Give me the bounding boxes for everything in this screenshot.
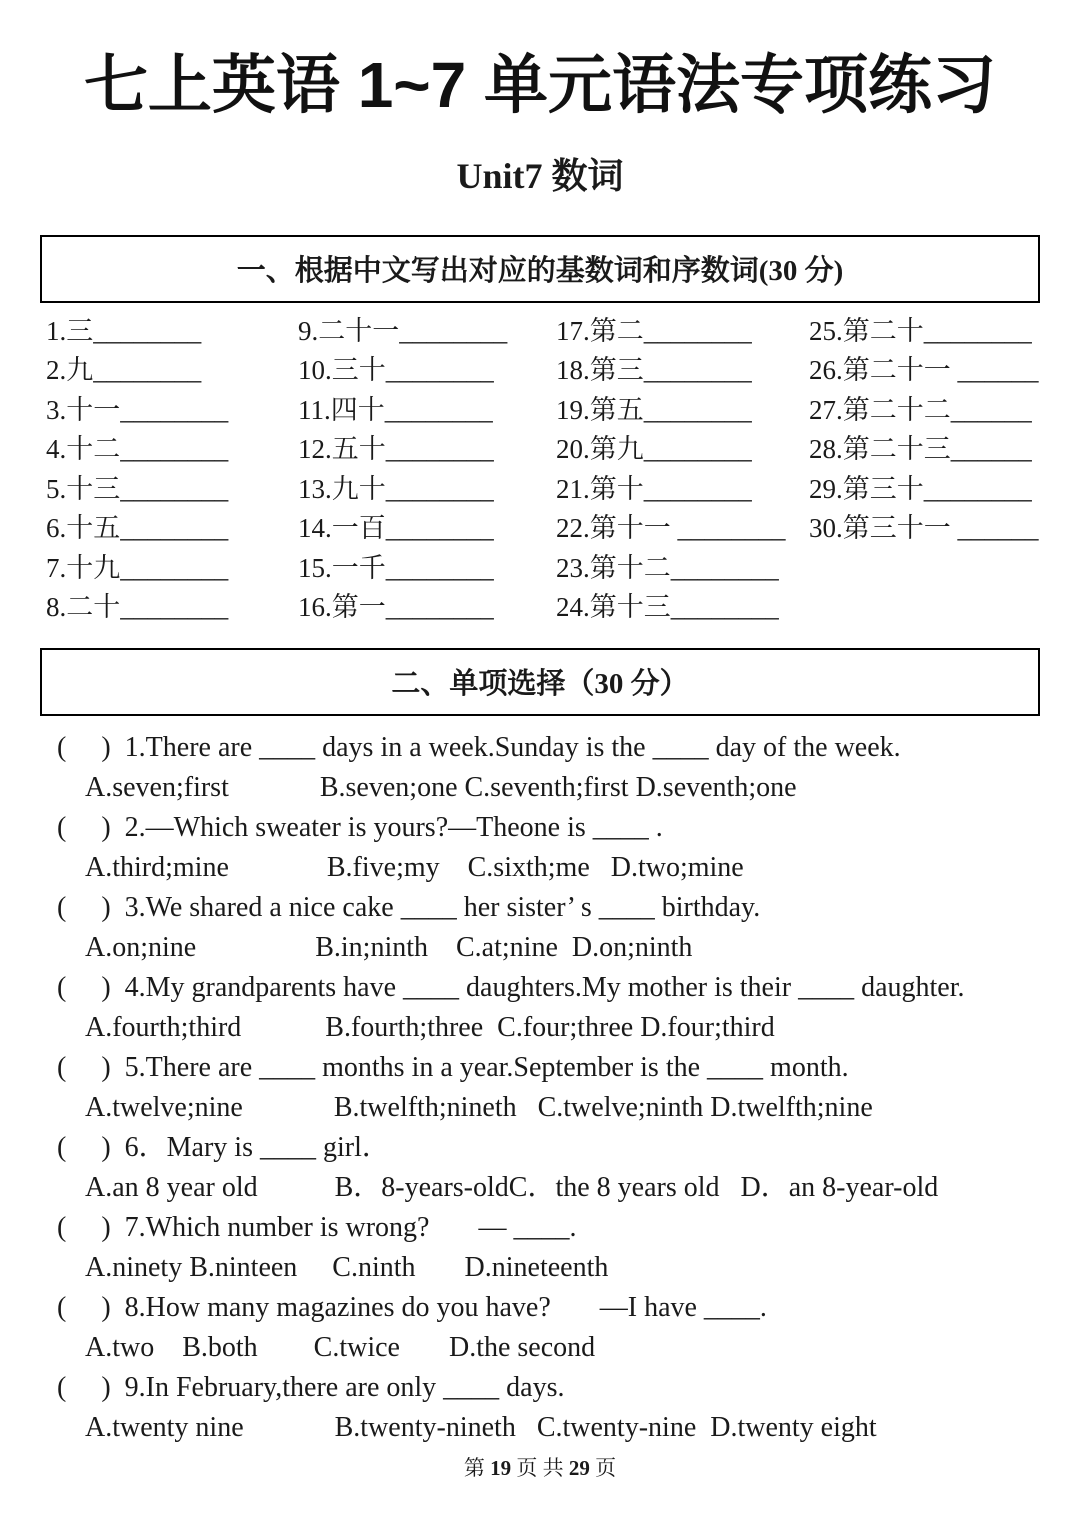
question — [57, 1048, 1080, 1128]
fill-item: 27.第二十二______ — [809, 394, 1032, 425]
question-stem — [57, 1368, 1080, 1408]
question — [57, 888, 1080, 968]
answer-blank-parens: ( ) — [57, 731, 111, 763]
question-options: A.ninety B.ninteen C.ninth D.nineteenth — [85, 1251, 609, 1283]
answer-blank-parens: ( ) — [57, 1211, 111, 1243]
section2-header: 二、单项选择（30 分） — [391, 668, 689, 701]
fill-item: 6.十五________ — [46, 513, 229, 544]
question-text: 1.There are ____ days in a week.Sunday is the ____ day of the week. — [110, 731, 901, 763]
footer-seg3: 页 — [589, 1455, 617, 1480]
fill-item: 10.三十________ — [298, 355, 494, 386]
question-options: A.third;mine B.five;my C.sixth;me D.two;mine — [85, 851, 744, 883]
fill-item: 23.第十二________ — [556, 552, 779, 583]
fill-column — [46, 312, 298, 628]
questions — [0, 728, 1080, 1448]
fill-item: 18.第三________ — [556, 355, 752, 386]
question-text: 3.We shared a nice cake ____ her sister’ s ____ birthday. — [110, 891, 761, 923]
footer-total-pages: 29 — [568, 1455, 590, 1480]
fill-item: 3.十一________ — [46, 394, 229, 425]
answer-blank-parens: ( ) — [57, 1131, 111, 1163]
footer-page-number: 19 — [490, 1455, 512, 1480]
fill-item: 5.十三________ — [46, 473, 229, 504]
section2-header-box — [40, 648, 1040, 716]
fill-item: 29.第三十________ — [809, 473, 1032, 504]
question-stem — [57, 1048, 1080, 1088]
page-title: 七上英语 1~7 单元语法专项练习 — [83, 49, 997, 121]
fill-item: 20.第九________ — [556, 434, 752, 465]
question-options: A.seven;first B.seven;one C.seventh;first D.seventh;one — [85, 771, 797, 803]
question-options: A.two B.both C.twice D.the second — [85, 1331, 596, 1363]
fill-item: 12.五十________ — [298, 434, 494, 465]
fill-item: 28.第二十三______ — [809, 434, 1032, 465]
fill-item: 2.九________ — [46, 355, 202, 386]
question-text: 6．Mary is ____ girl． — [110, 1131, 390, 1163]
fill-item: 14.一百________ — [298, 513, 494, 544]
question-text: 8.How many magazines do you have? —I have ____. — [110, 1291, 767, 1323]
fill-item: 15.一千________ — [298, 552, 494, 583]
question-stem — [57, 728, 1080, 768]
fill-column — [556, 312, 809, 628]
question-stem — [57, 808, 1080, 848]
question — [57, 728, 1080, 808]
fill-item: 9.二十一________ — [298, 315, 508, 346]
question-text: 9.In February,there are only ____ days. — [110, 1371, 565, 1403]
question — [57, 1128, 1080, 1208]
answer-blank-parens: ( ) — [57, 1051, 111, 1083]
question-text: 2.—Which sweater is yours?—Theone is ____ . — [110, 811, 663, 843]
answer-blank-parens: ( ) — [57, 1291, 111, 1323]
question-options: A.fourth;third B.fourth;three C.four;three D.four;third — [85, 1011, 775, 1043]
question-options: A.twelve;nine B.twelfth;nineth C.twelve;ninth D.twelfth;nine — [85, 1091, 873, 1123]
fill-item: 8.二十________ — [46, 592, 229, 623]
fill-item: 25.第二十________ — [809, 315, 1032, 346]
question-text: 4.My grandparents have ____ daughters.My mother is their ____ daughter. — [110, 971, 965, 1003]
question-stem — [57, 888, 1080, 928]
question-options: A.on;nine B.in;ninth C.at;nine D.on;ninth — [85, 931, 693, 963]
fill-item: 30.第三十一 ______ — [809, 513, 1039, 544]
question — [57, 968, 1080, 1048]
fill-item: 7.十九________ — [46, 552, 229, 583]
answer-blank-parens: ( ) — [57, 811, 111, 843]
question — [57, 1368, 1080, 1448]
question — [57, 1288, 1080, 1368]
question-stem — [57, 1288, 1080, 1328]
question-options: A.an 8 year old B．8-years-oldC．the 8 years old D．an 8-year-old — [85, 1171, 939, 1203]
footer-seg1: 第 — [463, 1455, 491, 1480]
section1-header: 一、根据中文写出对应的基数词和序数词(30 分) — [236, 255, 844, 288]
question-text: 5.There are ____ months in a year.September is the ____ month. — [110, 1051, 849, 1083]
fill-item: 21.第十________ — [556, 473, 752, 504]
fill-item: 19.第五________ — [556, 394, 752, 425]
question-options: A.twenty nine B.twenty-nineth C.twenty-nine D.twenty eight — [85, 1411, 877, 1443]
question-stem — [57, 968, 1080, 1008]
fill-item: 11.四十________ — [298, 394, 493, 425]
fill-item: 17.第二________ — [556, 315, 752, 346]
fill-item: 4.十二________ — [46, 434, 229, 465]
fill-item: 1.三________ — [46, 315, 202, 346]
section1-header-box — [40, 235, 1040, 303]
question-stem — [57, 1128, 1080, 1168]
answer-blank-parens: ( ) — [57, 891, 111, 923]
page-footer — [0, 1452, 1080, 1482]
answer-blank-parens: ( ) — [57, 1371, 111, 1403]
fill-item: 26.第二十一 ______ — [809, 355, 1039, 386]
question — [57, 1208, 1080, 1288]
footer-seg2: 页 共 — [511, 1455, 569, 1480]
fill-in-grid — [46, 312, 1080, 628]
fill-column — [809, 312, 1080, 628]
fill-item: 16.第一________ — [298, 592, 494, 623]
fill-item: 13.九十________ — [298, 473, 494, 504]
question-stem — [57, 1208, 1080, 1248]
fill-item: 22.第十一 ________ — [556, 513, 786, 544]
question — [57, 808, 1080, 888]
fill-item: 24.第十三________ — [556, 592, 779, 623]
fill-column — [298, 312, 556, 628]
answer-blank-parens: ( ) — [57, 971, 111, 1003]
question-text: 7.Which number is wrong? — ____. — [110, 1211, 577, 1243]
page-subtitle: Unit7 数词 — [456, 156, 624, 197]
